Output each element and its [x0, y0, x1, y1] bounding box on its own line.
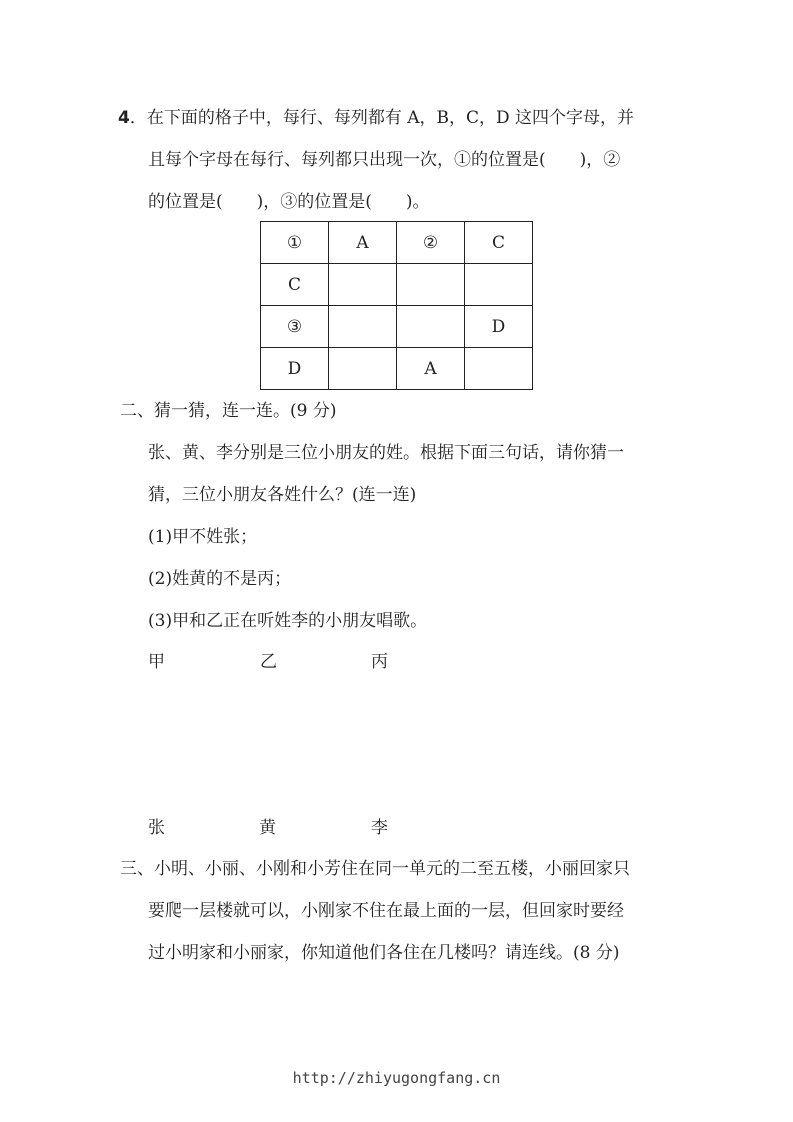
surname-label: 李: [371, 818, 388, 838]
grid-cell: ②: [397, 222, 465, 264]
grid-cell: C: [261, 264, 329, 306]
grid-cell: [465, 264, 533, 306]
grid-cell: [465, 348, 533, 390]
section-2-intro-line-2: 猜，三位小朋友各姓什么？(连一连): [148, 485, 417, 505]
person-label: 丙: [371, 652, 388, 672]
clue-1: (1)甲不姓张；: [148, 527, 258, 547]
grid-cell: A: [329, 222, 397, 264]
grid-row: [261, 264, 533, 306]
clue-3: (3)甲和乙正在听姓李的小朋友唱歌。: [148, 611, 428, 631]
question-4-line-1: [118, 106, 634, 130]
surname-label: 黄: [259, 818, 276, 838]
letter-grid: [260, 221, 533, 390]
grid-cell: [329, 264, 397, 306]
grid-row: [261, 222, 533, 264]
grid-cell: [329, 306, 397, 348]
grid-cell: [329, 348, 397, 390]
section-3-line-3: 过小明家和小丽家，你知道他们各住在几楼吗？请连线。(8 分): [148, 943, 620, 963]
question-4-line-3: 的位置是( )，③的位置是( )。: [148, 192, 430, 212]
section-3-line-1: 三、小明、小丽、小刚和小芳住在同一单元的二至五楼，小丽回家只: [120, 859, 630, 879]
footer-url: http://zhiyugongfang.cn: [292, 1069, 501, 1087]
grid-cell: ③: [261, 306, 329, 348]
clue-2: (2)姓黄的不是丙；: [148, 569, 292, 589]
section-2-title: 二、猜一猜，连一连。(9 分): [120, 401, 337, 421]
surname-label: 张: [148, 818, 165, 838]
section-3-line-2: 要爬一层楼就可以，小刚家不住在最上面的一层，但回家时要经: [148, 901, 624, 921]
section-2-intro-line-1: 张、黄、李分别是三位小朋友的姓。根据下面三句话，请你猜一: [148, 443, 624, 463]
grid-row: [261, 348, 533, 390]
grid-cell: A: [397, 348, 465, 390]
grid-row: [261, 306, 533, 348]
grid-cell: ①: [261, 222, 329, 264]
grid-cell: [397, 264, 465, 306]
question-number: 4: [118, 108, 130, 128]
grid-cell: D: [465, 306, 533, 348]
person-label: 甲: [148, 652, 165, 672]
question-4-text-1: ．在下面的格子中，每行、每列都有 A，B，C，D 这四个字母，并: [129, 108, 635, 128]
grid-cell: D: [261, 348, 329, 390]
grid-cell: [397, 306, 465, 348]
person-label: 乙: [260, 652, 277, 672]
grid-cell: C: [465, 222, 533, 264]
question-4-line-2: 且每个字母在每行、每列都只出现一次，①的位置是( )，②: [148, 150, 621, 170]
